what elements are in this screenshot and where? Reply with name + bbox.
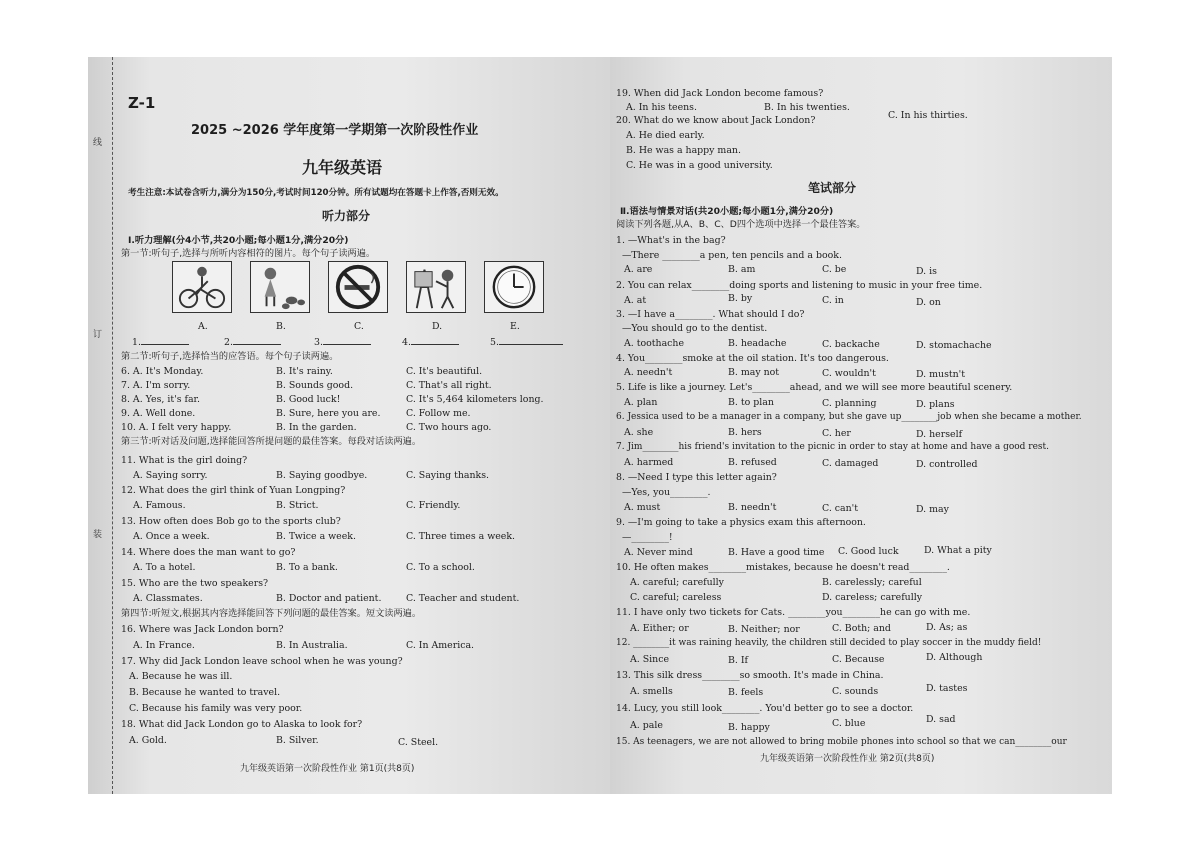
g3-option-c: C. backache [822,339,880,350]
g5-stem: 5. Life is like a journey. Let's________ahead, and we will see more beautiful scenery. [616,382,1013,393]
g12-option-b: B. If [728,655,749,666]
binding-mark-bind: 订 [93,330,103,340]
g6-option-b: B. hers [728,427,762,438]
g9-option-c: C. Good luck [838,546,899,557]
q19-stem: 19. When did Jack London become famous? [616,88,824,99]
picture-letter-d: D. [432,321,443,332]
g5-option-b: B. to plan [728,397,774,408]
answer-blank-1: 1. [132,336,189,348]
g10-option-a: A. careful; carefully [630,577,724,588]
q10-option-a: 10. A. I felt very happy. [121,422,232,433]
exam-notice: 考生注意:本试卷含听力,满分为150分,考试时间120分钟。所有试题均在答题卡上作答,否则无效。 [128,188,504,198]
left-page-footer: 九年级英语第一次阶段性作业 第1页(共8页) [240,764,415,774]
q14-option-a: A. To a hotel. [133,562,196,573]
section1-instruction: 第一节:听句子,选择与所听内容相符的图片。每个句子读两遍。 [121,248,376,259]
g14-option-a: A. pale [630,720,663,731]
g1-option-d: D. is [916,266,937,277]
binding-margin [88,57,113,794]
g7-option-a: A. harmed [624,457,674,468]
g3-stem-line2: —You should go to the dentist. [622,323,768,334]
g9-option-a: A. Never mind [624,547,693,558]
q16-option-b: B. In Australia. [276,640,348,651]
q13-option-b: B. Twice a week. [276,531,356,542]
g6-stem: 6. Jessica used to be a manager in a company, but she gave up________job when she became a mother. [616,412,1082,422]
answer-blank-3: 3. [314,336,371,348]
g2-option-a: A. at [624,295,647,306]
q11-option-b: B. Saying goodbye. [276,470,368,481]
g7-option-c: C. damaged [822,458,879,469]
q18-option-a: A. Gold. [129,735,167,746]
q15-stem: 15. Who are the two speakers? [121,578,269,589]
g8-option-d: D. may [916,504,949,515]
q13-option-a: A. Once a week. [133,531,210,542]
g9-option-d: D. What a pity [924,545,992,556]
q8-option-c: C. It's 5,464 kilometers long. [406,394,544,405]
q9-option-a: 9. A. Well done. [121,408,196,419]
g9-option-b: B. Have a good time [728,547,825,558]
boy-riding-bike-icon [172,261,232,313]
right-page-footer: 九年级英语第一次阶段性作业 第2页(共8页) [760,754,935,764]
g1-stem-line2: —There ________a pen, ten pencils and a book. [622,250,842,261]
q20-option-c: C. He was in a good university. [626,160,773,171]
q8-option-a: 8. A. Yes, it's far. [121,394,200,405]
g3-stem-line1: 3. —I have a________. What should I do? [616,309,805,320]
q17-option-a: A. Because he was ill. [129,671,233,682]
g6-option-a: A. she [624,427,654,438]
picture-letter-b: B. [276,321,286,332]
boy-at-easel-icon [406,261,466,313]
q18-option-c: C. Steel. [398,737,439,748]
g10-stem: 10. He often makes________mistakes, because he doesn't read________. [616,562,950,573]
clock-icon [484,261,544,313]
q13-stem: 13. How often does Bob go to the sports club? [121,516,341,527]
section4-instruction: 第四节:听短文,根据其内容选择能回答下列问题的最佳答案。短文读两遍。 [121,608,422,619]
q20-option-a: A. He died early. [626,130,705,141]
g4-stem: 4. You________smoke at the oil station. It's too dangerous. [616,353,889,364]
g2-option-b: B. by [728,293,753,304]
g12-stem: 12. ________it was raining heavily, the children still decided to play soccer in the muddy field! [616,638,1042,648]
q10-option-c: C. Two hours ago. [406,422,492,433]
g10-option-b: B. carelessly; careful [822,577,922,588]
g6-option-c: C. her [822,428,851,439]
g2-stem: 2. You can relax________doing sports and listening to music in your free time. [616,280,983,291]
no-smoking-sign-icon [328,261,388,313]
part2-heading: Ⅱ.语法与情景对话(共20小题;每小题1分,满分20分) [620,206,834,217]
g11-option-d: D. As; as [926,622,968,633]
exam-paper-spread [88,57,1112,794]
exam-year-title: 2025 ~2026 学年度第一学期第一次阶段性作业 [191,123,479,138]
answer-blank-2: 2. [224,336,281,348]
part1-heading: Ⅰ.听力理解(分4小节,共20小题;每小题1分,满分20分) [128,235,349,246]
section2-instruction: 第二节:听句子,选择恰当的应答语。每个句子读两遍。 [121,351,339,362]
q12-option-b: B. Strict. [276,500,319,511]
answer-blank-5: 5. [490,336,563,348]
part2-instruction: 阅读下列各题,从A、B、C、D四个选项中选择一个最佳答案。 [616,219,866,230]
g8-option-c: C. can't [822,503,859,514]
g12-option-c: C. Because [832,654,885,665]
g1-option-a: A. are [624,264,653,275]
g7-option-b: B. refused [728,457,777,468]
q15-option-c: C. Teacher and student. [406,593,520,604]
g11-option-c: C. Both; and [832,623,891,634]
q8-option-b: B. Good luck! [276,394,341,405]
g13-option-b: B. feels [728,687,764,698]
answer-blank-4: 4. [402,336,459,348]
g2-option-d: D. on [916,297,941,308]
q13-option-c: C. Three times a week. [406,531,515,542]
q19-option-a: A. In his teens. [626,102,697,113]
g3-option-a: A. toothache [624,338,685,349]
g8-stem-line1: 8. —Need I type this letter again? [616,472,777,483]
section3-instruction: 第三节:听对话及问题,选择能回答所提问题的最佳答案。每段对话读两遍。 [121,436,422,447]
g14-stem: 14. Lucy, you still look________. You'd better go to see a doctor. [616,703,914,714]
q16-option-a: A. In France. [133,640,195,651]
binding-mark-line: 线 [93,138,103,148]
listening-heading: 听力部分 [322,209,371,223]
g7-stem: 7. Jim________his friend's invitation to the picnic in order to stay at home and have a good rest. [616,442,1050,452]
written-heading: 笔试部分 [808,181,857,195]
g5-option-d: D. plans [916,399,955,410]
q16-stem: 16. Where was Jack London born? [121,624,284,635]
paper-code: Z-1 [128,94,156,112]
q18-option-b: B. Silver. [276,735,319,746]
right-page [610,57,1112,794]
q6-option-a: 6. A. It's Monday. [121,366,204,377]
q20-stem: 20. What do we know about Jack London? [616,115,816,126]
q9-option-c: C. Follow me. [406,408,471,419]
g3-option-b: B. headache [728,338,787,349]
q12-option-c: C. Friendly. [406,500,461,511]
g11-option-a: A. Either; or [630,623,689,634]
q19-option-c: C. In his thirties. [888,110,968,121]
g12-option-d: D. Although [926,652,983,663]
g15-stem: 15. As teenagers, we are not allowed to bring mobile phones into school so that we can________our [616,737,1067,747]
q12-stem: 12. What does the girl think of Yuan Longping? [121,485,346,496]
g8-stem-line2: —Yes, you________. [622,487,711,498]
g14-option-c: C. blue [832,718,866,729]
girl-with-animals-icon [250,261,310,313]
binding-mark-pack: 装 [93,530,103,540]
g3-option-d: D. stomachache [916,340,992,351]
q11-stem: 11. What is the girl doing? [121,455,248,466]
q17-option-b: B. Because he wanted to travel. [129,687,281,698]
q9-option-b: B. Sure, here you are. [276,408,381,419]
q14-option-c: C. To a school. [406,562,475,573]
g10-option-c: C. careful; careless [630,592,722,603]
g7-option-d: D. controlled [916,459,978,470]
g4-option-a: A. needn't [624,367,673,378]
q12-option-a: A. Famous. [133,500,186,511]
g11-option-b: B. Neither; nor [728,624,800,635]
q14-stem: 14. Where does the man want to go? [121,547,296,558]
q6-option-b: B. It's rainy. [276,366,333,377]
picture-letter-e: E. [510,321,520,332]
g6-option-d: D. herself [916,429,963,440]
g4-option-c: C. wouldn't [822,368,876,379]
q7-option-b: B. Sounds good. [276,380,354,391]
g1-option-c: C. be [822,264,847,275]
g2-option-c: C. in [822,295,844,306]
picture-letter-a: A. [198,321,208,332]
q7-option-a: 7. A. I'm sorry. [121,380,191,391]
q14-option-b: B. To a bank. [276,562,338,573]
g8-option-b: B. needn't [728,502,777,513]
g14-option-d: D. sad [926,714,956,725]
left-page [88,57,610,794]
g10-option-d: D. careless; carefully [822,592,922,603]
q17-option-c: C. Because his family was very poor. [129,703,303,714]
g5-option-a: A. plan [624,397,658,408]
g13-option-d: D. tastes [926,683,968,694]
q20-option-b: B. He was a happy man. [626,145,741,156]
q6-option-c: C. It's beautiful. [406,366,483,377]
g1-stem-line1: 1. —What's in the bag? [616,235,726,246]
g1-option-b: B. am [728,264,756,275]
g13-option-c: C. sounds [832,686,879,697]
g13-stem: 13. This silk dress________so smooth. It's made in China. [616,670,884,681]
g5-option-c: C. planning [822,398,877,409]
q15-option-a: A. Classmates. [133,593,203,604]
q10-option-b: B. In the garden. [276,422,357,433]
g12-option-a: A. Since [630,654,669,665]
q15-option-b: B. Doctor and patient. [276,593,382,604]
g8-option-a: A. must [624,502,661,513]
q19-option-b: B. In his twenties. [764,102,850,113]
q17-stem: 17. Why did Jack London leave school when he was young? [121,656,403,667]
g11-stem: 11. I have only two tickets for Cats. ________you________he can go with me. [616,607,971,618]
g9-stem-line1: 9. —I'm going to take a physics exam this afternoon. [616,517,866,528]
subject-title: 九年级英语 [302,158,383,177]
q7-option-c: C. That's all right. [406,380,492,391]
q18-stem: 18. What did Jack London go to Alaska to look for? [121,719,363,730]
q11-option-c: C. Saying thanks. [406,470,490,481]
q16-option-c: C. In America. [406,640,475,651]
picture-options [172,261,544,332]
g4-option-b: B. may not [728,367,780,378]
g13-option-a: A. smells [630,686,673,697]
g14-option-b: B. happy [728,722,770,733]
g4-option-d: D. mustn't [916,369,966,380]
picture-letter-c: C. [354,321,364,332]
g9-stem-line2: —________! [622,532,673,543]
q11-option-a: A. Saying sorry. [133,470,208,481]
